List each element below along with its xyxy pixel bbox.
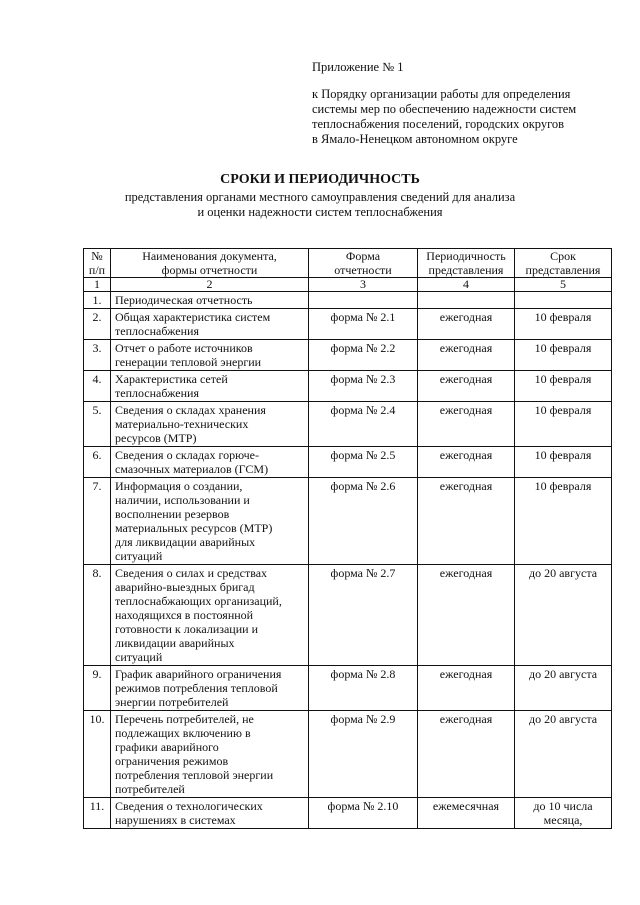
- row-document-name: [111, 447, 309, 478]
- header-line: отчетности: [334, 263, 392, 277]
- cell-line: до 20 августа: [528, 566, 598, 580]
- header-line: Наименования документа,: [142, 249, 277, 263]
- header-line: Периодичность: [426, 249, 506, 263]
- column-number-row: [84, 278, 612, 292]
- header-line: Форма: [345, 249, 381, 263]
- row-form: форма № 2.5: [309, 447, 418, 478]
- row-document-name: [111, 309, 309, 340]
- header-form: [309, 249, 418, 278]
- column-number: 3: [309, 278, 418, 292]
- row-deadline: [515, 798, 612, 829]
- row-form: [309, 292, 418, 309]
- cell-line: находящихся в постоянной: [115, 608, 254, 622]
- cell-line: материальных ресурсов (МТР): [115, 521, 273, 535]
- cell-line: 10 февраля: [534, 403, 592, 417]
- cell-line: смазочных материалов (ГСМ): [115, 462, 269, 476]
- document-subtitle: [0, 190, 640, 220]
- header-line: Срок: [550, 249, 576, 263]
- table-row: [84, 478, 612, 565]
- cell-line: Периодическая отчетность: [115, 293, 253, 307]
- row-document-name: [111, 711, 309, 798]
- row-deadline: [515, 666, 612, 711]
- row-deadline: [515, 340, 612, 371]
- table-row: [84, 340, 612, 371]
- row-form: форма № 2.2: [309, 340, 418, 371]
- row-document-name: [111, 666, 309, 711]
- cell-line: до 20 августа: [528, 712, 598, 726]
- cell-line: графики аварийного: [115, 740, 219, 754]
- row-form: форма № 2.10: [309, 798, 418, 829]
- appendix-title: Приложение № 1: [312, 60, 404, 74]
- row-periodicity: ежегодная: [418, 371, 515, 402]
- row-periodicity: ежегодная: [418, 565, 515, 666]
- row-periodicity: ежегодная: [418, 309, 515, 340]
- subtitle-line: и оценки надежности систем теплоснабжения: [197, 205, 443, 219]
- cell-line: подлежащих включению в: [115, 726, 251, 740]
- cell-line: Сведения о силах и средствах: [115, 566, 268, 580]
- cell-line: генерации тепловой энергии: [115, 355, 262, 369]
- row-number: 1.: [84, 292, 111, 309]
- cell-line: наличии, использовании и: [115, 493, 250, 507]
- row-periodicity: ежегодная: [418, 447, 515, 478]
- cell-line: Общая характеристика систем: [115, 310, 271, 324]
- table-row: [84, 447, 612, 478]
- table-row: [84, 565, 612, 666]
- column-number: 1: [84, 278, 111, 292]
- table-row: [84, 309, 612, 340]
- row-periodicity: ежегодная: [418, 666, 515, 711]
- row-document-name: [111, 565, 309, 666]
- header-line: формы отчетности: [161, 263, 258, 277]
- row-document-name: [111, 371, 309, 402]
- header-deadline: [515, 249, 612, 278]
- cell-line: до 20 августа: [528, 667, 598, 681]
- row-deadline: [515, 711, 612, 798]
- column-number: 4: [418, 278, 515, 292]
- row-form: форма № 2.9: [309, 711, 418, 798]
- cell-line: для ликвидации аварийных: [115, 535, 256, 549]
- header-line: представления: [525, 263, 601, 277]
- cell-line: энергии потребителей: [115, 695, 229, 709]
- row-document-name: [111, 340, 309, 371]
- cell-line: 10 февраля: [534, 372, 592, 386]
- row-periodicity: [418, 292, 515, 309]
- table-row: [84, 371, 612, 402]
- cell-line: Сведения о складах хранения: [115, 403, 266, 417]
- row-document-name: [111, 478, 309, 565]
- cell-line: ситуаций: [115, 650, 163, 664]
- row-number: 4.: [84, 371, 111, 402]
- row-periodicity: ежегодная: [418, 711, 515, 798]
- table-row: [84, 402, 612, 447]
- row-form: форма № 2.6: [309, 478, 418, 565]
- cell-line: до 10 числа: [533, 799, 593, 813]
- header-periodicity: [418, 249, 515, 278]
- cell-line: режимов потребления тепловой: [115, 681, 278, 695]
- cell-line: Перечень потребителей, не: [115, 712, 254, 726]
- row-deadline: [515, 292, 612, 309]
- cell-line: ресурсов (МТР): [115, 431, 197, 445]
- cell-line: 10 февраля: [534, 479, 592, 493]
- cell-line: Сведения о складах горюче-: [115, 448, 259, 462]
- row-periodicity: ежемесячная: [418, 798, 515, 829]
- cell-line: ограничения режимов: [115, 754, 229, 768]
- row-number: 6.: [84, 447, 111, 478]
- row-number: 9.: [84, 666, 111, 711]
- cell-line: 10 февраля: [534, 341, 592, 355]
- cell-line: 10 февраля: [534, 448, 592, 462]
- row-deadline: [515, 371, 612, 402]
- appendix-line: теплоснабжения поселений, городских округов: [312, 117, 565, 131]
- header-line: п/п: [88, 263, 106, 277]
- appendix-line: в Ямало-Ненецком автономном округе: [312, 132, 518, 146]
- cell-line: восполнении резервов: [115, 507, 230, 521]
- cell-line: готовности к локализации и: [115, 622, 258, 636]
- row-number: 10.: [84, 711, 111, 798]
- row-periodicity: ежегодная: [418, 478, 515, 565]
- cell-line: Сведения о технологических: [115, 799, 263, 813]
- cell-line: нарушениях в системах: [115, 813, 236, 827]
- row-number: 8.: [84, 565, 111, 666]
- row-form: форма № 2.1: [309, 309, 418, 340]
- header-line: №: [91, 249, 103, 263]
- row-number: 11.: [84, 798, 111, 829]
- subtitle-line: представления органами местного самоуправления сведений для анализа: [124, 190, 516, 204]
- row-deadline: [515, 447, 612, 478]
- cell-line: аварийно-выездных бригад: [115, 580, 255, 594]
- row-document-name: [111, 292, 309, 309]
- cell-line: Отчет о работе источников: [115, 341, 253, 355]
- row-periodicity: ежегодная: [418, 340, 515, 371]
- cell-line: ситуаций: [115, 549, 163, 563]
- column-number: 2: [111, 278, 309, 292]
- cell-line: График аварийного ограничения: [115, 667, 282, 681]
- column-number: 5: [515, 278, 612, 292]
- header-number: [84, 249, 111, 278]
- cell-line: материально-технических: [115, 417, 249, 431]
- cell-line: потребления тепловой энергии: [115, 768, 274, 782]
- table-body: [84, 292, 612, 829]
- document-title: СРОКИ И ПЕРИОДИЧНОСТЬ: [220, 172, 420, 187]
- row-number: 5.: [84, 402, 111, 447]
- row-form: форма № 2.7: [309, 565, 418, 666]
- cell-line: Характеристика сетей: [115, 372, 228, 386]
- row-form: форма № 2.4: [309, 402, 418, 447]
- header-line: представления: [428, 263, 504, 277]
- row-document-name: [111, 402, 309, 447]
- appendix-line: системы мер по обеспечению надежности систем: [312, 102, 577, 116]
- cell-line: потребителей: [115, 782, 185, 796]
- cell-line: 10 февраля: [534, 310, 592, 324]
- table-row: [84, 798, 612, 829]
- table-row: [84, 292, 612, 309]
- table-row: [84, 711, 612, 798]
- cell-line: теплоснабжающих организаций,: [115, 594, 282, 608]
- row-number: 3.: [84, 340, 111, 371]
- cell-line: Информация о создании,: [115, 479, 243, 493]
- row-periodicity: ежегодная: [418, 402, 515, 447]
- cell-line: теплоснабжения: [115, 324, 199, 338]
- row-number: 2.: [84, 309, 111, 340]
- row-deadline: [515, 402, 612, 447]
- row-form: форма № 2.3: [309, 371, 418, 402]
- table-header-row: [84, 249, 612, 278]
- row-deadline: [515, 565, 612, 666]
- row-deadline: [515, 309, 612, 340]
- header-document-name: [111, 249, 309, 278]
- row-number: 7.: [84, 478, 111, 565]
- row-deadline: [515, 478, 612, 565]
- row-document-name: [111, 798, 309, 829]
- appendix-block: [312, 60, 612, 147]
- reporting-table: [83, 248, 612, 829]
- cell-line: ликвидации аварийных: [115, 636, 235, 650]
- cell-line: месяца,: [543, 813, 583, 827]
- table-row: [84, 666, 612, 711]
- row-form: форма № 2.8: [309, 666, 418, 711]
- cell-line: теплоснабжения: [115, 386, 199, 400]
- appendix-line: к Порядку организации работы для определения: [312, 87, 571, 101]
